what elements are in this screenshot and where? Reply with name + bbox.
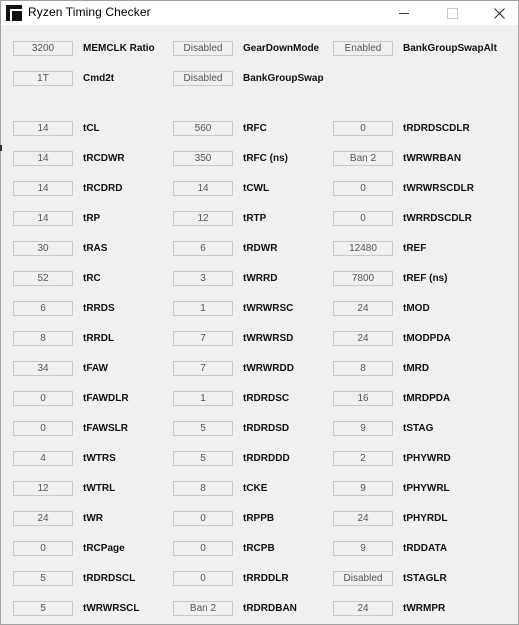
- trcpage-value-field[interactable]: 0: [13, 541, 73, 556]
- maximize-button[interactable]: [429, 1, 475, 25]
- twrrd-label: tWRRD: [243, 273, 278, 284]
- twrwrsd-value-field[interactable]: 7: [173, 331, 233, 346]
- geardownmode-label: GearDownMode: [243, 43, 320, 54]
- twtrs-value-field[interactable]: 4: [13, 451, 73, 466]
- tfawslr-label: tFAWSLR: [83, 423, 128, 434]
- tfawdlr-value-field[interactable]: 0: [13, 391, 73, 406]
- tphywrl-value-field[interactable]: 9: [333, 481, 393, 496]
- trcdwr-value-field[interactable]: 14: [13, 151, 73, 166]
- trcdrd-value-field[interactable]: 14: [13, 181, 73, 196]
- trfc-ns-label: tRFC (ns): [243, 153, 288, 164]
- tfaw-value-field[interactable]: 34: [13, 361, 73, 376]
- tcl-label: tCL: [83, 123, 100, 134]
- tmrd-label: tMRD: [403, 363, 430, 374]
- tfawdlr-label: tFAWDLR: [83, 393, 129, 404]
- tphyrdl-value-field[interactable]: 24: [333, 511, 393, 526]
- trdrdscl-value-field[interactable]: 5: [13, 571, 73, 586]
- bankgroupswapalt-value-field[interactable]: Enabled: [333, 41, 393, 56]
- trdrdscdlr-value-field[interactable]: 0: [333, 121, 393, 136]
- tref-ns-label: tREF (ns): [403, 273, 448, 284]
- trdrdban-value-field[interactable]: Ban 2: [173, 601, 233, 616]
- geardownmode-value-field[interactable]: Disabled: [173, 41, 233, 56]
- twrwrdd-label: tWRWRDD: [243, 363, 294, 374]
- twrwrban-value-field[interactable]: Ban 2: [333, 151, 393, 166]
- tfawslr-value-field[interactable]: 0: [13, 421, 73, 436]
- edge-marker: [0, 145, 2, 151]
- twtrl-value-field[interactable]: 12: [13, 481, 73, 496]
- minimize-button[interactable]: [381, 1, 427, 25]
- trcdwr-label: tRCDWR: [83, 153, 125, 164]
- twrwrsd-label: tWRWRSD: [243, 333, 294, 344]
- tstaglr-label: tSTAGLR: [403, 573, 447, 584]
- twrwrdd-value-field[interactable]: 7: [173, 361, 233, 376]
- tfaw-label: tFAW: [83, 363, 108, 374]
- trddata-value-field[interactable]: 9: [333, 541, 393, 556]
- tmodpda-label: tMODPDA: [403, 333, 451, 344]
- trfc-ns-value-field[interactable]: 350: [173, 151, 233, 166]
- trtp-value-field[interactable]: 12: [173, 211, 233, 226]
- trdrdsc-label: tRDRDSC: [243, 393, 290, 404]
- tras-label: tRAS: [83, 243, 108, 254]
- close-icon: [494, 8, 505, 19]
- twrwrsc-value-field[interactable]: 1: [173, 301, 233, 316]
- twr-label: tWR: [83, 513, 103, 524]
- twrwrscl-value-field[interactable]: 5: [13, 601, 73, 616]
- trdrddd-label: tRDRDDD: [243, 453, 290, 464]
- trcpb-value-field[interactable]: 0: [173, 541, 233, 556]
- tmrdpda-label: tMRDPDA: [403, 393, 451, 404]
- twrmpr-value-field[interactable]: 24: [333, 601, 393, 616]
- trrdl-value-field[interactable]: 8: [13, 331, 73, 346]
- trrds-value-field[interactable]: 6: [13, 301, 73, 316]
- tref-ns-value-field[interactable]: 7800: [333, 271, 393, 286]
- tmodpda-value-field[interactable]: 24: [333, 331, 393, 346]
- tcwl-label: tCWL: [243, 183, 270, 194]
- tref-label: tREF: [403, 243, 427, 254]
- twrwrscl-label: tWRWRSCL: [83, 603, 140, 614]
- window-title: Ryzen Timing Checker: [28, 5, 151, 19]
- twr-value-field[interactable]: 24: [13, 511, 73, 526]
- tmod-value-field[interactable]: 24: [333, 301, 393, 316]
- trfc-label: tRFC: [243, 123, 267, 134]
- twrwrscdlr-label: tWRWRSCDLR: [403, 183, 474, 194]
- tphywrd-value-field[interactable]: 2: [333, 451, 393, 466]
- trfc-value-field[interactable]: 560: [173, 121, 233, 136]
- twrrdscdlr-value-field[interactable]: 0: [333, 211, 393, 226]
- tphywrd-label: tPHYWRD: [403, 453, 451, 464]
- tcwl-value-field[interactable]: 14: [173, 181, 233, 196]
- minimize-icon: [399, 13, 409, 14]
- maximize-icon: [447, 8, 458, 19]
- trdrdscl-label: tRDRDSCL: [83, 573, 136, 584]
- trtp-label: tRTP: [243, 213, 267, 224]
- tmrdpda-value-field[interactable]: 16: [333, 391, 393, 406]
- twrmpr-label: tWRMPR: [403, 603, 446, 614]
- tmrd-value-field[interactable]: 8: [333, 361, 393, 376]
- twtrs-label: tWTRS: [83, 453, 116, 464]
- tras-value-field[interactable]: 30: [13, 241, 73, 256]
- twrrd-value-field[interactable]: 3: [173, 271, 233, 286]
- tphyrdl-label: tPHYRDL: [403, 513, 448, 524]
- trdrdscdlr-label: tRDRDSCDLR: [403, 123, 470, 134]
- tstag-value-field[interactable]: 9: [333, 421, 393, 436]
- trdrdsd-label: tRDRDSD: [243, 423, 290, 434]
- close-button[interactable]: [476, 1, 519, 25]
- trp-label: tRP: [83, 213, 101, 224]
- tcke-label: tCKE: [243, 483, 268, 494]
- trc-value-field[interactable]: 52: [13, 271, 73, 286]
- trdrdban-label: tRDRDBAN: [243, 603, 297, 614]
- trdwr-value-field[interactable]: 6: [173, 241, 233, 256]
- tstaglr-value-field[interactable]: Disabled: [333, 571, 393, 586]
- trdwr-label: tRDWR: [243, 243, 278, 254]
- trcpage-label: tRCPage: [83, 543, 125, 554]
- tref-value-field[interactable]: 12480: [333, 241, 393, 256]
- tcl-value-field[interactable]: 14: [13, 121, 73, 136]
- cmd2t-value-field[interactable]: 1T: [13, 71, 73, 86]
- bankgroupswap-label: BankGroupSwap: [243, 73, 324, 84]
- tcke-value-field[interactable]: 8: [173, 481, 233, 496]
- bankgroupswapalt-label: BankGroupSwapAlt: [403, 43, 497, 54]
- tphywrl-label: tPHYWRL: [403, 483, 450, 494]
- trppb-value-field[interactable]: 0: [173, 511, 233, 526]
- title-bar[interactable]: [1, 1, 518, 25]
- trrdl-label: tRRDL: [83, 333, 115, 344]
- trdrdsc-value-field[interactable]: 1: [173, 391, 233, 406]
- tstag-label: tSTAG: [403, 423, 434, 434]
- trc-label: tRC: [83, 273, 101, 284]
- trdrdsd-value-field[interactable]: 5: [173, 421, 233, 436]
- trrds-label: tRRDS: [83, 303, 115, 314]
- trcpb-label: tRCPB: [243, 543, 275, 554]
- memclk-ratio-label: MEMCLK Ratio: [83, 43, 155, 54]
- cmd2t-label: Cmd2t: [83, 73, 115, 84]
- memclk-ratio-value-field[interactable]: 3200: [13, 41, 73, 56]
- trcdrd-label: tRCDRD: [83, 183, 123, 194]
- tmod-label: tMOD: [403, 303, 430, 314]
- twrwrsc-label: tWRWRSC: [243, 303, 294, 314]
- twrrdscdlr-label: tWRRDSCDLR: [403, 213, 472, 224]
- app-icon: [6, 5, 22, 21]
- twrwrban-label: tWRWRBAN: [403, 153, 462, 164]
- trrddlr-value-field[interactable]: 0: [173, 571, 233, 586]
- twrwrscdlr-value-field[interactable]: 0: [333, 181, 393, 196]
- twtrl-label: tWTRL: [83, 483, 116, 494]
- bankgroupswap-value-field[interactable]: Disabled: [173, 71, 233, 86]
- trppb-label: tRPPB: [243, 513, 275, 524]
- trddata-label: tRDDATA: [403, 543, 448, 554]
- trrddlr-label: tRRDDLR: [243, 573, 289, 584]
- trdrddd-value-field[interactable]: 5: [173, 451, 233, 466]
- trp-value-field[interactable]: 14: [13, 211, 73, 226]
